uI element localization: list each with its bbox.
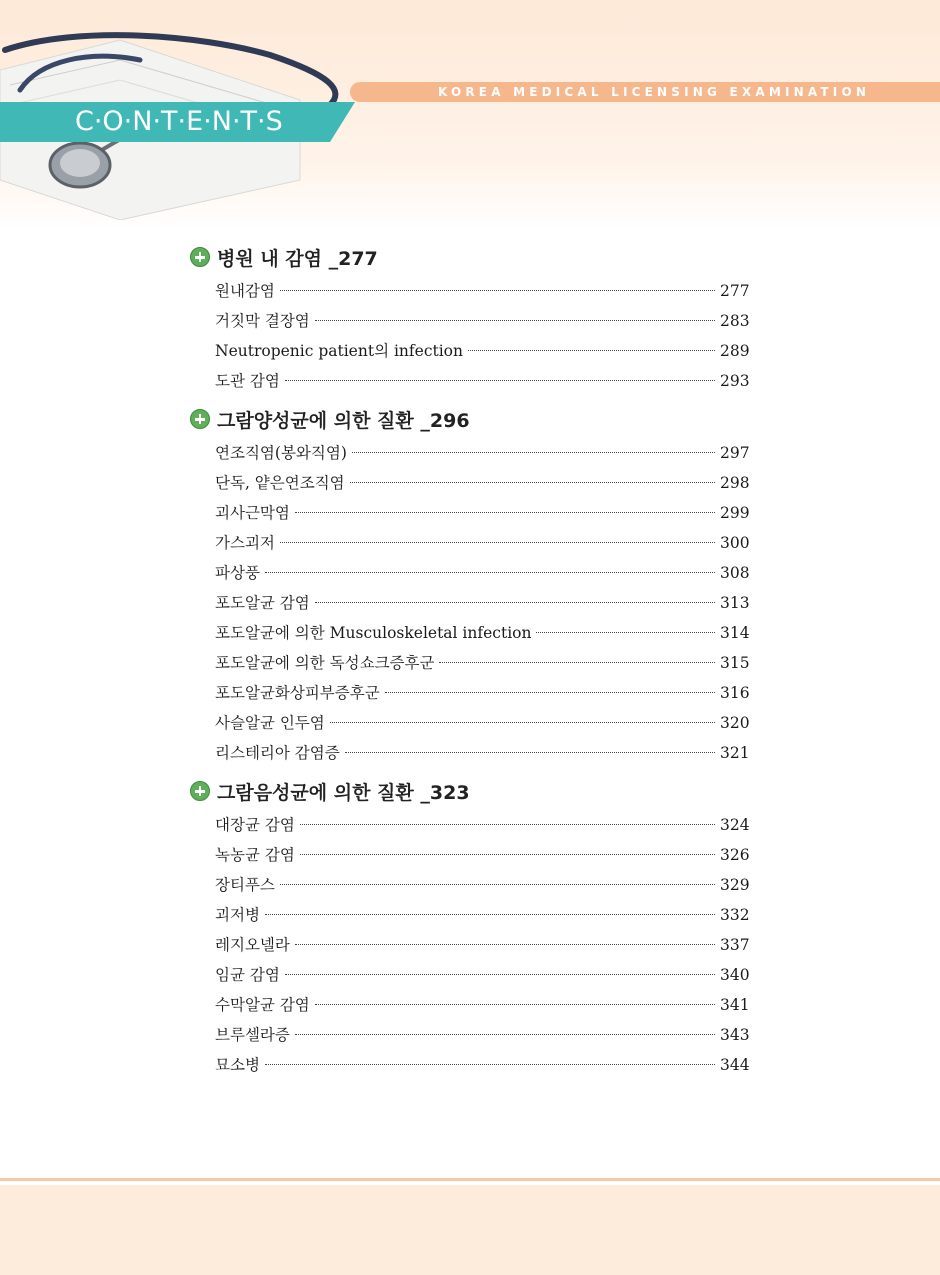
entry-page: 343 — [720, 1026, 750, 1044]
toc-section — [190, 240, 750, 396]
entry-page: 289 — [720, 342, 750, 360]
entry-title: 장티푸스 — [215, 876, 275, 894]
entry-page: 314 — [720, 624, 750, 642]
entry-page: 299 — [720, 504, 750, 522]
toc-entry[interactable] — [190, 990, 750, 1020]
toc-entry[interactable] — [190, 930, 750, 960]
exam-name-label: KOREA MEDICAL LICENSING EXAMINATION — [438, 85, 871, 99]
entry-title: 파상풍 — [215, 564, 260, 582]
dot-leader — [295, 512, 715, 513]
entry-title: Neutropenic patient의 infection — [215, 342, 463, 360]
dot-leader — [265, 572, 715, 573]
toc-entry[interactable] — [190, 558, 750, 588]
dot-leader — [300, 854, 715, 855]
dot-leader — [280, 542, 715, 543]
toc-entry[interactable] — [190, 618, 750, 648]
toc-entry[interactable] — [190, 1020, 750, 1050]
entry-page: 298 — [720, 474, 750, 492]
entry-title: 브루셀라증 — [215, 1026, 290, 1044]
dot-leader — [265, 1064, 715, 1065]
entry-page: 344 — [720, 1056, 750, 1074]
dot-leader — [280, 290, 715, 291]
dot-leader — [315, 320, 715, 321]
toc-entry[interactable] — [190, 678, 750, 708]
footer-divider — [0, 1178, 940, 1181]
entry-title: 레지오넬라 — [215, 936, 290, 954]
dot-leader — [315, 1004, 715, 1005]
footer-band — [0, 1185, 940, 1275]
section-title: 그람음성균에 의한 질환 _323 — [217, 781, 470, 804]
toc-entry[interactable] — [190, 870, 750, 900]
dot-leader — [352, 452, 715, 453]
dot-leader — [285, 380, 715, 381]
entry-page: 332 — [720, 906, 750, 924]
dot-leader — [468, 350, 715, 351]
toc-entry[interactable] — [190, 708, 750, 738]
entry-page: 321 — [720, 744, 750, 762]
entry-page: 313 — [720, 594, 750, 612]
toc-section — [190, 402, 750, 768]
toc-section — [190, 774, 750, 1080]
entry-title: 도관 감염 — [215, 372, 280, 390]
entry-page: 341 — [720, 996, 750, 1014]
entry-title: 괴저병 — [215, 906, 260, 924]
dot-leader — [300, 824, 715, 825]
plus-circle-icon — [190, 247, 210, 267]
section-heading[interactable] — [190, 774, 746, 808]
toc-entry[interactable] — [190, 336, 750, 366]
entry-page: 308 — [720, 564, 750, 582]
toc-entry[interactable] — [190, 900, 750, 930]
dot-leader — [285, 974, 715, 975]
entry-page: 320 — [720, 714, 750, 732]
entry-title: 연조직염(봉와직염) — [215, 444, 347, 462]
table-of-contents — [190, 240, 750, 1086]
section-title: 병원 내 감염 _277 — [217, 247, 378, 270]
section-heading[interactable] — [190, 402, 746, 436]
entry-title: 포도알균에 의한 독성쇼크증후군 — [215, 654, 435, 672]
entry-page: 293 — [720, 372, 750, 390]
entry-title: 수막알균 감염 — [215, 996, 310, 1014]
toc-entry[interactable] — [190, 588, 750, 618]
entry-title: 포도알균화상피부증후군 — [215, 684, 380, 702]
entry-page: 337 — [720, 936, 750, 954]
toc-entry[interactable] — [190, 1050, 750, 1080]
entry-title: 묘소병 — [215, 1056, 260, 1074]
entry-title: 녹농균 감염 — [215, 846, 295, 864]
toc-entry[interactable] — [190, 960, 750, 990]
toc-entry[interactable] — [190, 498, 750, 528]
toc-entry[interactable] — [190, 306, 750, 336]
entry-page: 297 — [720, 444, 750, 462]
entry-title: 단독, 얕은연조직염 — [215, 474, 345, 492]
entry-title: 원내감염 — [215, 282, 275, 300]
plus-circle-icon — [190, 409, 210, 429]
entry-page: 277 — [720, 282, 750, 300]
dot-leader — [295, 1034, 715, 1035]
entry-title: 거짓막 결장염 — [215, 312, 310, 330]
dot-leader — [265, 914, 715, 915]
entry-title: 대장균 감염 — [215, 816, 295, 834]
entry-page: 324 — [720, 816, 750, 834]
entry-page: 316 — [720, 684, 750, 702]
dot-leader — [350, 482, 715, 483]
entry-page: 300 — [720, 534, 750, 552]
entry-title: 임균 감염 — [215, 966, 280, 984]
entry-title: 리스테리아 감염증 — [215, 744, 340, 762]
entry-page: 315 — [720, 654, 750, 672]
section-heading[interactable] — [190, 240, 746, 274]
toc-entry[interactable] — [190, 468, 750, 498]
entry-title: 포도알균에 의한 Musculoskeletal infection — [215, 624, 532, 642]
toc-entry[interactable] — [190, 366, 750, 396]
dot-leader — [330, 722, 715, 723]
dot-leader — [295, 944, 715, 945]
entry-page: 326 — [720, 846, 750, 864]
dot-leader — [385, 692, 715, 693]
entry-title: 가스괴저 — [215, 534, 275, 552]
entry-page: 329 — [720, 876, 750, 894]
toc-entry[interactable] — [190, 840, 750, 870]
toc-entry[interactable] — [190, 810, 750, 840]
dot-leader — [315, 602, 715, 603]
toc-entry[interactable] — [190, 528, 750, 558]
dot-leader — [280, 884, 715, 885]
toc-entry[interactable] — [190, 276, 750, 306]
plus-circle-icon — [190, 781, 210, 801]
entry-title: 포도알균 감염 — [215, 594, 310, 612]
toc-entry[interactable] — [190, 438, 750, 468]
dot-leader — [536, 632, 715, 633]
dot-leader — [439, 662, 715, 663]
entry-title: 괴사근막염 — [215, 504, 290, 522]
dot-leader — [345, 752, 715, 753]
entry-title: 사슬알균 인두염 — [215, 714, 325, 732]
entry-page: 340 — [720, 966, 750, 984]
entry-page: 283 — [720, 312, 750, 330]
toc-entry[interactable] — [190, 648, 750, 678]
toc-entry[interactable] — [190, 738, 750, 768]
section-title: 그람양성균에 의한 질환 _296 — [217, 409, 470, 432]
contents-title: C·O·N·T·E·N·T·S — [75, 106, 283, 137]
